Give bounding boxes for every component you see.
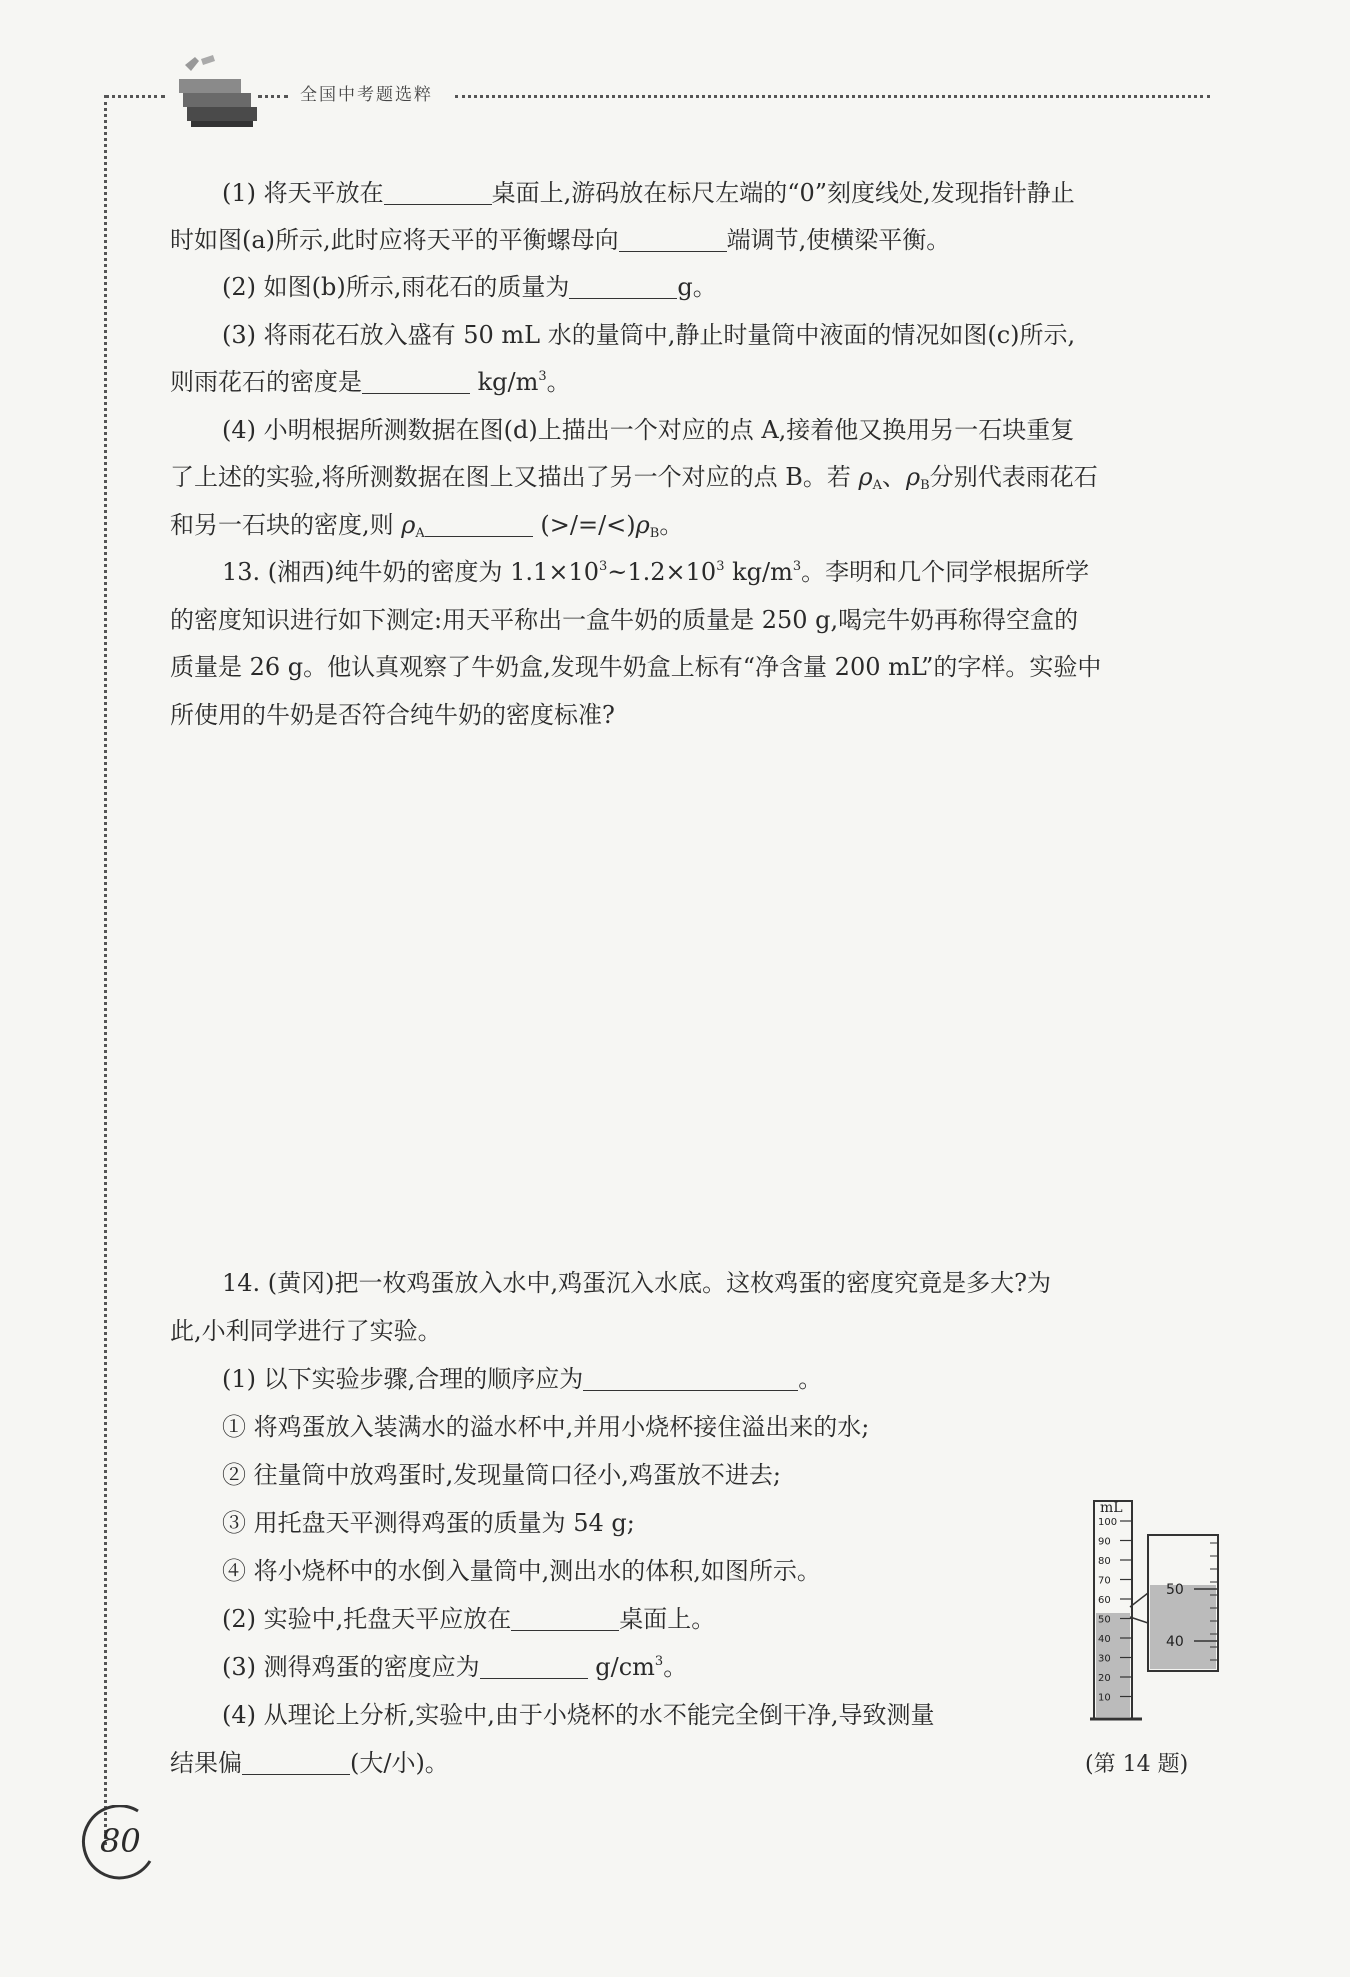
header-divider-mid <box>258 95 288 98</box>
zoom-tick-label: 40 <box>1166 1634 1184 1650</box>
cylinder-tick-label: 30 <box>1098 1653 1111 1665</box>
cylinder-tick-label: 70 <box>1098 1575 1111 1587</box>
q14-step4-cont: 结果偏 (大/小)。 <box>170 1749 449 1777</box>
cylinder-tick-label: 100 <box>1098 1517 1118 1528</box>
answer-blank[interactable] <box>511 1606 619 1631</box>
q14-item2: ② 往量筒中放鸡蛋时,发现量筒口径小,鸡蛋放不进去; <box>222 1461 781 1489</box>
books-logo-icon <box>165 55 265 135</box>
left-margin-rule <box>104 95 107 1845</box>
q12-part3-line1: (3) 将雨花石放入盛有 50 mL 水的量筒中,静止时量筒中液面的情况如图(c)所示, <box>222 321 1076 349</box>
answer-blank[interactable] <box>242 1750 350 1775</box>
q13-line1: 13. (湘西)纯牛奶的密度为 $1.1\times 10^3\sim 1.2\times 10^3$ $kg/m^3$。李明和几个同学根据所学 <box>222 558 1090 586</box>
answer-blank[interactable] <box>583 1366 798 1391</box>
q14-step4: (4) 从理论上分析,实验中,由于小烧杯的水不能完全倒干净,导致测量 <box>222 1701 935 1729</box>
answer-blank[interactable] <box>384 180 492 205</box>
cylinder-tick-label: 80 <box>1098 1556 1111 1567</box>
answer-blank[interactable] <box>619 227 727 252</box>
measuring-cylinder-figure <box>1090 1495 1225 1735</box>
answer-blank[interactable] <box>480 1654 588 1679</box>
q12-part1-line1: (1) 将天平放在 桌面上,游码放在标尺左端的“0”刻度线处,发现指针静止 <box>222 179 1075 207</box>
q14-item3: ③ 用托盘天平测得鸡蛋的质量为 54 g; <box>222 1509 635 1537</box>
q14-line1: 14. (黄冈)把一枚鸡蛋放入水中,鸡蛋沉入水底。这枚鸡蛋的密度究竟是多大?为 <box>222 1269 1052 1297</box>
q12-part4-line3: 和另一石块的密度,则 $\rho_A$ $(>/=/<)\rho_B$。 <box>170 511 684 541</box>
q14-item1: ① 将鸡蛋放入装满水的溢水杯中,并用小烧杯接住溢出来的水; <box>222 1413 870 1441</box>
q12-part2: (2) 如图(b)所示,雨花石的质量为 g。 <box>222 273 717 301</box>
q12-part1-line2: 时如图(a)所示,此时应将天平的平衡螺母向 端调节,使横梁平衡。 <box>170 226 951 254</box>
header-divider-left <box>105 95 165 98</box>
page-number: 80 <box>100 1822 141 1860</box>
cylinder-tick-label: 10 <box>1098 1692 1111 1704</box>
header-divider-right <box>455 95 1210 98</box>
header-title: 全国中考题选粹 <box>300 85 433 105</box>
q14-step3: (3) 测得鸡蛋的密度应为 $g/cm^3$。 <box>222 1653 688 1681</box>
q13-line3: 质量是 26 g。他认真观察了牛奶盒,发现牛奶盒上标有“净含量 200 mL”的字样。实验中 <box>170 653 1102 681</box>
cylinder-tick-label: 90 <box>1098 1536 1111 1548</box>
q12-part4-line2: 了上述的实验,将所测数据在图上又描出了另一个对应的点 B。若 $\rho_A$、$\rho_B$分别代表雨花石 <box>170 463 1098 493</box>
answer-blank[interactable] <box>362 369 470 394</box>
answer-blank[interactable] <box>425 512 533 537</box>
q14-step2: (2) 实验中,托盘天平应放在 桌面上。 <box>222 1605 716 1633</box>
q12-part3-line2: 则雨花石的密度是 $kg/m^3$。 <box>170 368 571 396</box>
q12-part4-line1: (4) 小明根据所测数据在图(d)上描出一个对应的点 A,接着他又换用另一石块重复 <box>222 416 1075 444</box>
q14-item4: ④ 将小烧杯中的水倒入量筒中,测出水的体积,如图所示。 <box>222 1557 821 1585</box>
answer-blank[interactable] <box>569 274 677 299</box>
q14-step1: (1) 以下实验步骤,合理的顺序应为 。 <box>222 1365 823 1393</box>
cylinder-tick-label: 60 <box>1098 1595 1111 1606</box>
unit-label: mL <box>1100 1500 1123 1516</box>
zoom-tick-label: 50 <box>1166 1582 1184 1598</box>
cylinder-tick-label: 40 <box>1098 1634 1111 1645</box>
q14-line2: 此,小利同学进行了实验。 <box>170 1317 442 1345</box>
figure-caption: (第 14 题) <box>1085 1752 1189 1777</box>
q13-line4: 所使用的牛奶是否符合纯牛奶的密度标准? <box>170 701 615 729</box>
cylinder-tick-label: 50 <box>1098 1614 1111 1626</box>
cylinder-tick-label: 20 <box>1098 1673 1111 1684</box>
q13-line2: 的密度知识进行如下测定:用天平称出一盒牛奶的质量是 250 g,喝完牛奶再称得空盒的 <box>170 606 1079 634</box>
